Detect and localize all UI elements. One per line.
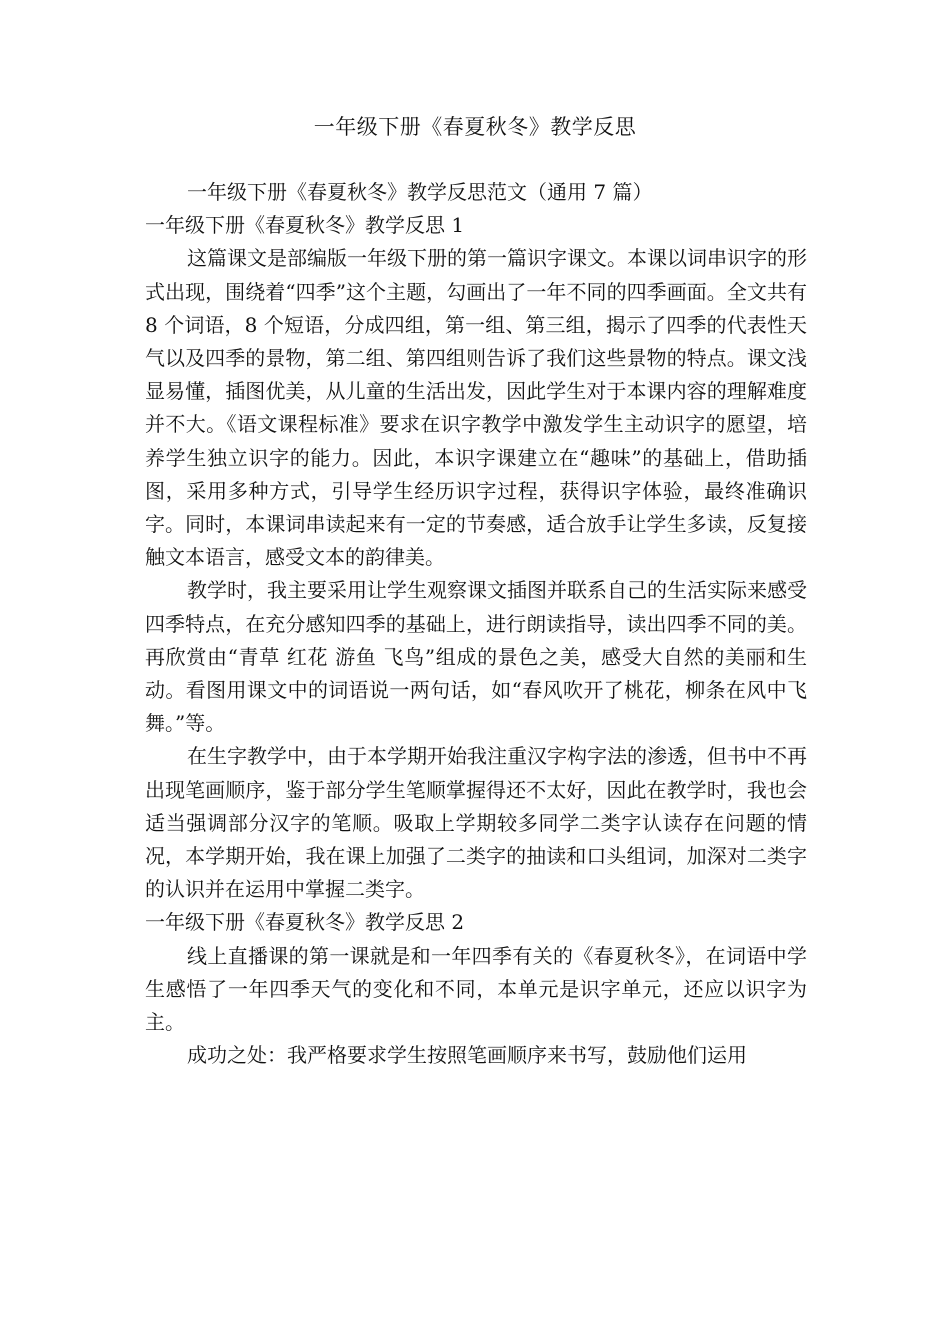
paragraph: 成功之处：我严格要求学生按照笔画顺序来书写，鼓励他们运用 [187,1043,747,1068]
section-heading-2: 一年级下册《春夏秋冬》教学反思 2 [145,910,465,935]
paragraph: 教学时，我主要采用让学生观察课文插图并联系自己的生活实际来感受四季特点，在充分感知四季的基础上，进行朗读指导，读出四季不同的美。再欣赏由“青草 红花 游鱼 飞鸟”组成的景色之美，感受大自然的美丽和生动。看图用课文中的词语说一两句话，如“春风吹开了桃花，柳条在风中飞舞。”等。 [145,578,807,736]
paragraph: 线上直播课的第一课就是和一年四季有关的《春夏秋冬》，在词语中学生感悟了一年四季天气的变化和不同，本单元是识字单元，还应以识字为主。 [145,943,807,1035]
document-subtitle: 一年级下册《春夏秋冬》教学反思范文（通用 7 篇） [187,180,653,204]
section-heading-1: 一年级下册《春夏秋冬》教学反思 1 [145,213,465,238]
document-body [145,176,807,1072]
paragraph: 在生字教学中，由于本学期开始我注重汉字构字法的渗透，但书中不再出现笔画顺序，鉴于部分学生笔顺掌握得还不太好，因此在教学时，我也会适当强调部分汉字的笔顺。吸取上学期较多同学二类字认读存在问题的情况，本学期开始，我在课上加强了二类字的抽读和口头组词，加深对二类字的认识并在运用中掌握二类字。 [145,744,807,902]
paragraph: 这篇课文是部编版一年级下册的第一篇识字课文。本课以词串识字的形式出现，围绕着“四季”这个主题，勾画出了一年不同的四季画面。全文共有 8 个词语，8 个短语，分成四组，第一组、第三组，揭示了四季的代表性天气以及四季的景物，第二组、第四组则告诉了我们这些景物的特点。课文浅显易懂，插图优美，从儿童的生活出发，因此学生对于本课内容的理解难度并不大。《语文课程标准》要求在识字教学中激发学生主动识字的愿望，培养学生独立识字的能力。因此，本识字课建立在“趣味”的基础上，借助插图，采用多种方式，引导学生经历识字过程，获得识字体验，最终准确识字。同时，本课词串读起来有一定的节奏感，适合放手让学生多读，反复接触文本语言，感受文本的韵律美。 [145,246,807,570]
document-title: 一年级下册《春夏秋冬》教学反思 [313,115,637,139]
